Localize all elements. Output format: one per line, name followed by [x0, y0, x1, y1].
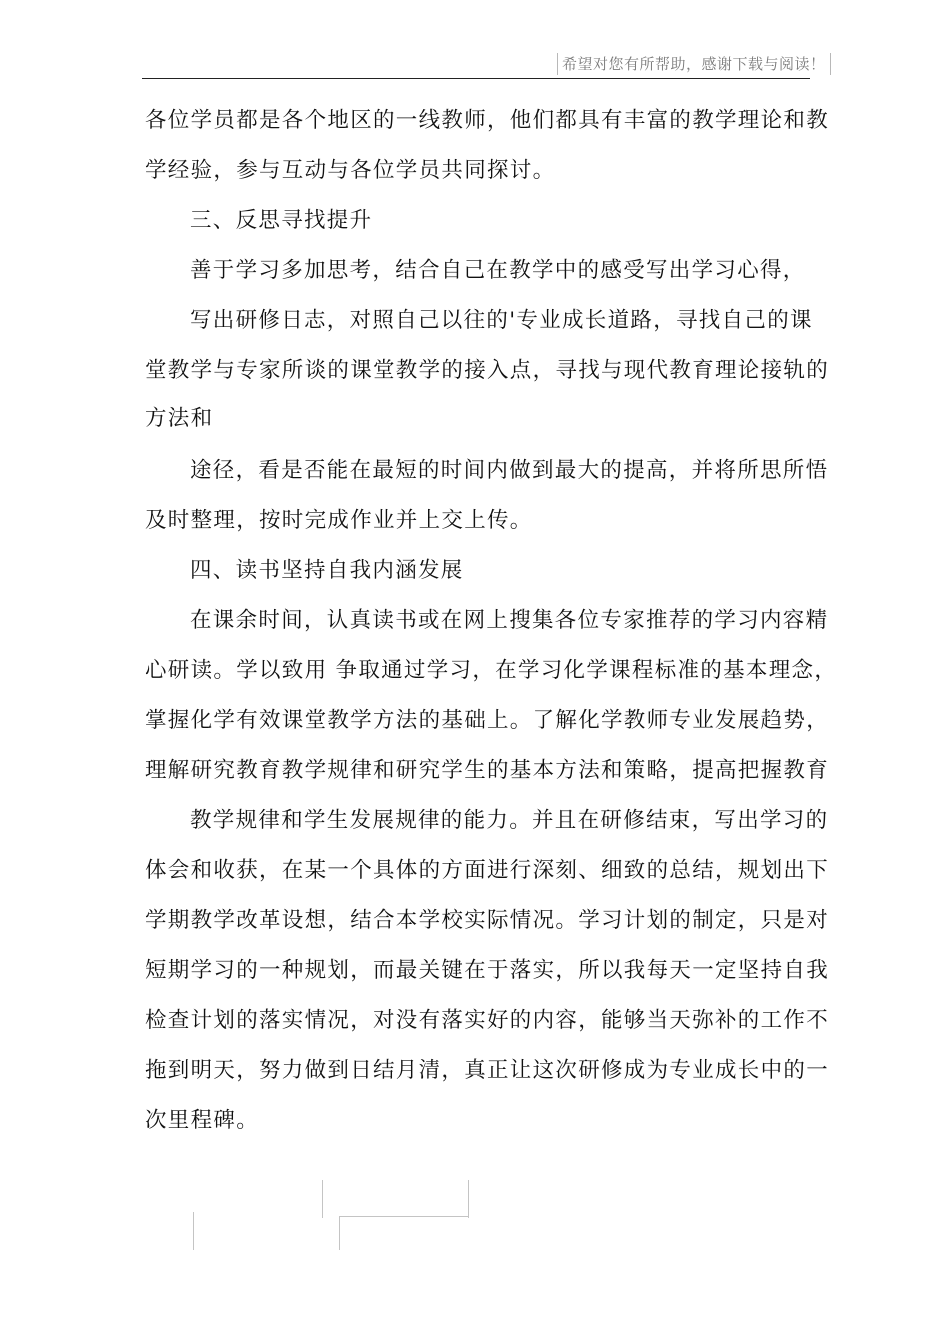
text-line: 学经验，参与互动与各位学员共同探讨。 — [145, 158, 556, 183]
text-line: 次里程碑。 — [145, 1108, 260, 1133]
text-line: 途径，看是否能在最短的时间内做到最大的提高，并将所思所悟 — [190, 458, 829, 483]
text-line: 体会和收获，在某一个具体的方面进行深刻、细致的总结，规划出下 — [145, 858, 830, 883]
text-line: 检查计划的落实情况，对没有落实好的内容，能够当天弥补的工作不 — [145, 1008, 830, 1033]
text-line: 写出研修日志，对照自己以往的'专业成长道路，寻找自己的课 — [190, 308, 813, 333]
text-line: 教学规律和学生发展规律的能力。并且在研修结束，写出学习的 — [190, 808, 829, 833]
text-line: 在课余时间，认真读书或在网上搜集各位专家推荐的学习内容精 — [190, 608, 829, 633]
section-heading: 三、反思寻找提升 — [190, 208, 373, 233]
section-heading: 四、读书坚持自我内涵发展 — [190, 558, 464, 583]
decoration-line — [193, 1212, 194, 1250]
text-line: 方法和 — [145, 406, 214, 431]
text-line: 各位学员都是各个地区的一线教师，他们都具有丰富的教学理论和教 — [145, 108, 830, 133]
decoration-line — [468, 1180, 469, 1218]
decoration-line — [339, 1216, 340, 1250]
text-line: 学期教学改革设想，结合本学校实际情况。学习计划的制定，只是对 — [145, 908, 830, 933]
decoration-line — [322, 1180, 323, 1218]
decoration-line — [339, 1216, 469, 1217]
text-line: 善于学习多加思考，结合自己在教学中的感受写出学习心得， — [190, 258, 806, 283]
text-line: 拖到明天，努力做到日结月清，真正让这次研修成为专业成长中的一 — [145, 1058, 830, 1083]
header-note: 希望对您有所帮助，感谢下载与阅读！ — [557, 53, 831, 75]
text-line: 堂教学与专家所谈的课堂教学的接入点，寻找与现代教育理论接轨的 — [145, 358, 830, 383]
text-line: 及时整理，按时完成作业并上交上传。 — [145, 508, 533, 533]
text-line: 理解研究教育教学规律和研究学生的基本方法和策略，提高把握教育 — [145, 758, 830, 783]
header-rule — [142, 78, 810, 79]
text-line: 心研读。学以致用 争取通过学习，在学习化学课程标准的基本理念， — [145, 658, 838, 683]
text-line: 掌握化学有效课堂教学方法的基础上。了解化学教师专业发展趋势， — [145, 708, 830, 733]
text-line: 短期学习的一种规划，而最关键在于落实，所以我每天一定坚持自我 — [145, 958, 830, 983]
